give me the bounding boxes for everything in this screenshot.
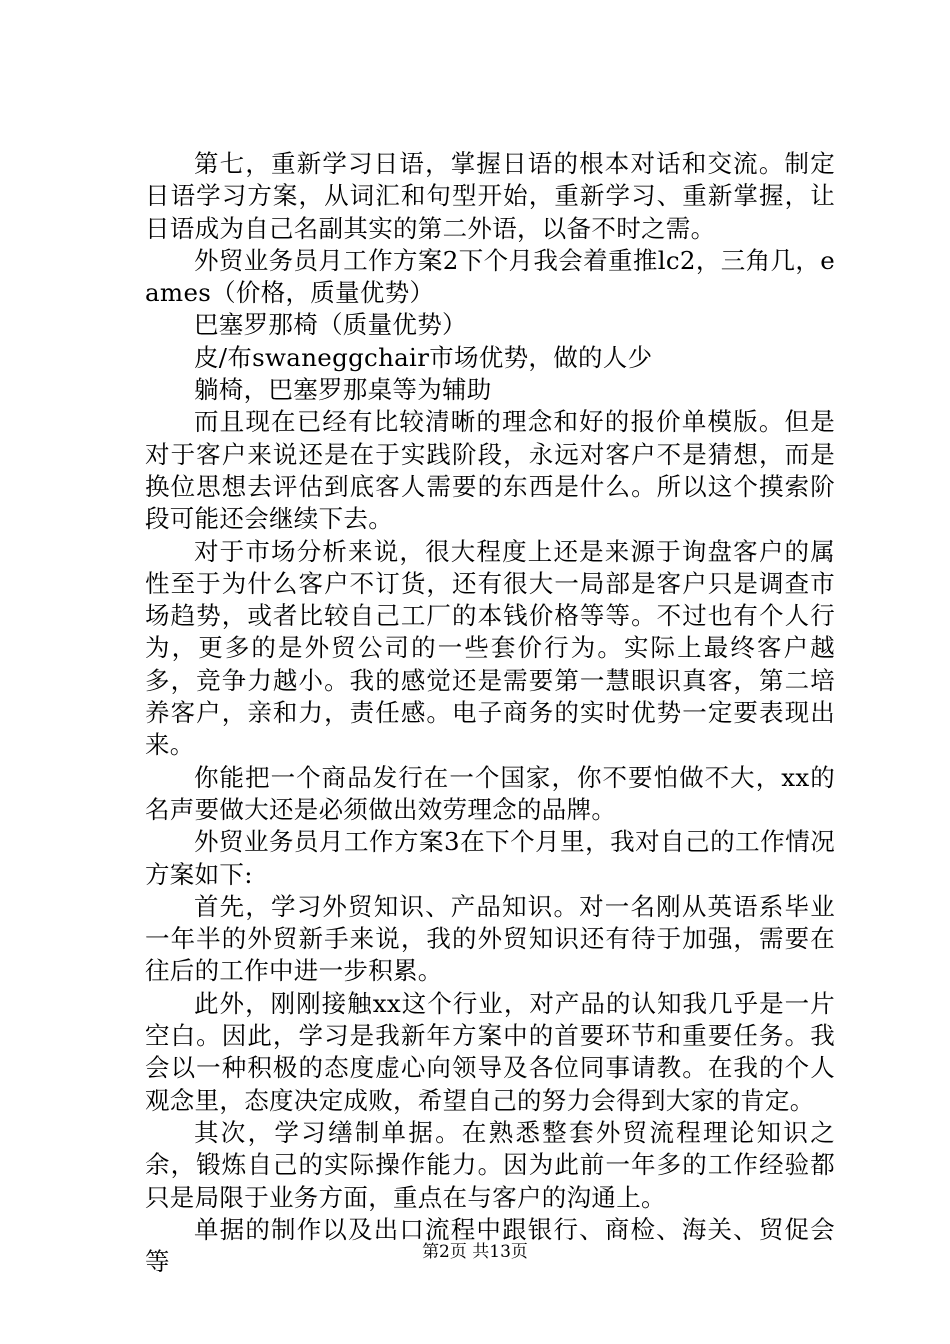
paragraph: 皮/布swaneggchair市场优势，做的人少 bbox=[194, 342, 653, 372]
paragraph: 其次，学习缮制单据。在熟悉整套外贸流程理论知识之余，锻炼自己的实际操作能力。因为此前一年多的工作经验都只是局限于业务方面，重点在与客户的沟通上。 bbox=[145, 1117, 835, 1212]
paragraph: 第七，重新学习日语，掌握日语的根本对话和交流。制定日语学习方案，从词汇和句型开始，重新学习、重新掌握，让日语成为自己名副其实的第二外语，以备不时之需。 bbox=[145, 149, 835, 243]
paragraph: 躺椅，巴塞罗那桌等为辅助 bbox=[194, 375, 492, 405]
paragraph: 而且现在已经有比较清晰的理念和好的报价单模版。但是对于客户来说还是在于实践阶段，永远对客户不是猜想，而是换位思想去评估到底客人需要的东西是什么。所以这个摸索阶段可能还会继续下去。 bbox=[145, 407, 835, 534]
paragraph: 外贸业务员月工作方案2下个月我会着重推lc2，三角几，eames（价格，质量优势） bbox=[145, 245, 835, 308]
paragraph: 此外，刚刚接触xx这个行业，对产品的认知我几乎是一片空白。因此，学习是我新年方案中的首要环节和重要任务。我会以一种积极的态度虚心向领导及各位同事请教。在我的个人观念里，态度决定成败，希望自己的努力会得到大家的肯定。 bbox=[145, 988, 835, 1115]
paragraph: 对于市场分析来说，很大程度上还是来源于询盘客户的属性至于为什么客户不订货，还有很大一局部是客户只是调查市场趋势，或者比较自己工厂的本钱价格等等。不过也有个人行为，更多的是外贸公司的一些套价行为。实际上最终客户越多，竞争力越小。我的感觉还是需要第一慧眼识真客，第二培养客户，亲和力，责任感。电子商务的实时优势一定要表现出来。 bbox=[145, 536, 835, 760]
paragraph: 外贸业务员月工作方案3在下个月里，我对自己的工作情况方案如下: bbox=[145, 827, 835, 889]
paragraph: 巴塞罗那椅（质量优势） bbox=[194, 310, 467, 340]
page-number-footer: 第2页 共13页 bbox=[422, 1242, 528, 1262]
paragraph: 首先，学习外贸知识、产品知识。对一名刚从英语系毕业一年半的外贸新手来说，我的外贸知识还有待于加强，需要在往后的工作中进一步积累。 bbox=[145, 891, 835, 986]
paragraph: 单据的制作以及出口流程中跟银行、商检、海关、贸促会等 bbox=[145, 1214, 835, 1277]
document-body bbox=[145, 148, 835, 1278]
paragraph: 你能把一个商品发行在一个国家，你不要怕做不大，xx的名声要做大还是必须做出效劳理念的品牌。 bbox=[145, 762, 835, 824]
